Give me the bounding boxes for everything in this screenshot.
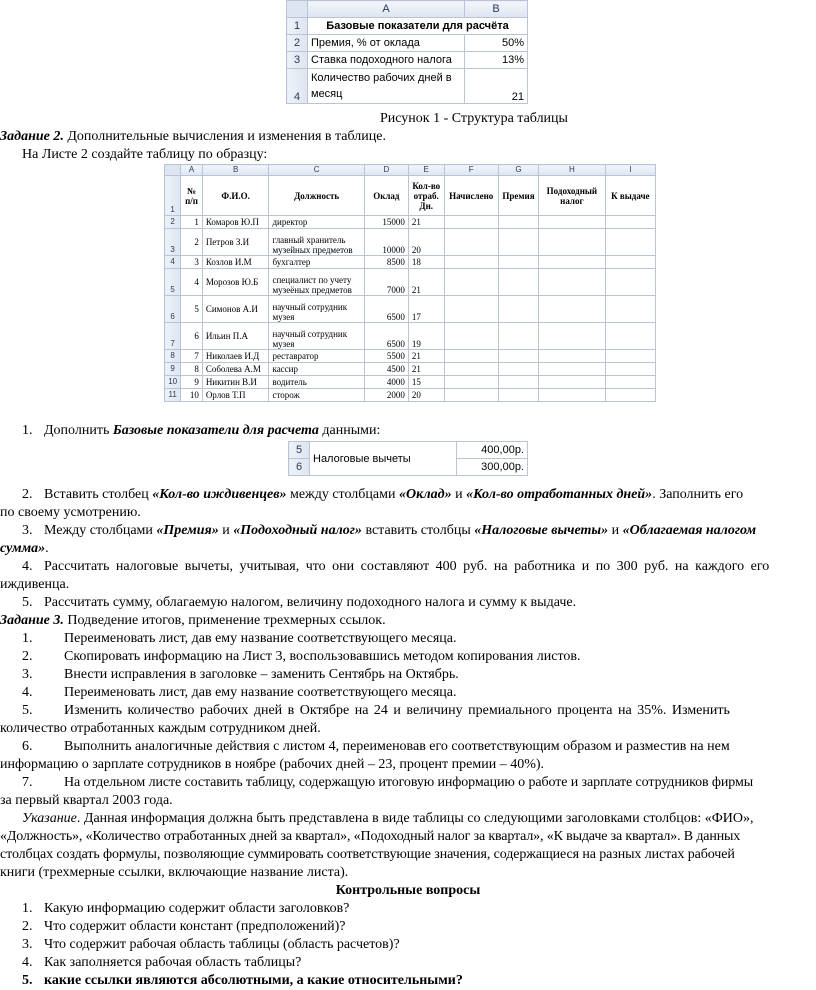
item1-text bbox=[44, 422, 380, 440]
cell-bonus[interactable] bbox=[498, 350, 538, 363]
task3-note-line3: столбцах создать формулы, позволяющие суммировать соответствующие значения, содержащиеся на разных листах рабочей bbox=[0, 847, 735, 862]
cell-tax[interactable] bbox=[539, 229, 606, 256]
row-header[interactable]: 2 bbox=[287, 35, 308, 52]
item1-bold: Базовые показатели для расчета bbox=[112, 423, 319, 438]
item5-text: Рассчитать сумму, облагаемую налогом, величину подоходного налога и сумму к выдаче. bbox=[44, 595, 577, 610]
cell-number[interactable]: 7 bbox=[181, 350, 203, 363]
task3-step3-text: Внести исправления в заголовке – заменить Сентябрь на Октябрь. bbox=[64, 667, 459, 682]
header-days-line2: отраб. bbox=[413, 190, 439, 201]
cell-tax[interactable] bbox=[539, 256, 606, 269]
header-tax-line1: Подоходный bbox=[546, 185, 598, 196]
task3-heading bbox=[0, 612, 816, 630]
column-header-h[interactable]: H bbox=[539, 165, 606, 176]
cell-position-line1: специалист по учету bbox=[272, 275, 352, 285]
column-header-a[interactable]: A bbox=[181, 165, 203, 176]
row-header[interactable]: 11 bbox=[165, 389, 181, 402]
bonus-label-cell[interactable]: Премия, % от оклада bbox=[308, 35, 465, 52]
question-number: 2. bbox=[22, 919, 33, 934]
cell-salary[interactable]: 15000 bbox=[364, 216, 408, 229]
workdays-label-cell[interactable] bbox=[308, 69, 465, 104]
cell-bonus[interactable] bbox=[498, 363, 538, 376]
cell-position-line2: музея bbox=[272, 312, 295, 322]
item2-b2: «Оклад» bbox=[398, 487, 452, 502]
item2-number: 2. bbox=[22, 487, 33, 502]
cell-position-line1: главный хранитель bbox=[272, 235, 346, 245]
cell-days[interactable]: 15 bbox=[408, 376, 444, 389]
item3-line2-bold: сумма» bbox=[0, 541, 46, 556]
task3-step4-number: 4. bbox=[22, 685, 33, 700]
cell-days[interactable]: 21 bbox=[408, 269, 444, 296]
header-tax-cell[interactable] bbox=[539, 176, 606, 216]
task2-heading bbox=[0, 128, 816, 146]
item2-t1: Вставить столбец bbox=[44, 487, 153, 502]
cell-position-line2: музея bbox=[272, 339, 295, 349]
table-row bbox=[165, 256, 656, 269]
cell-accrued[interactable] bbox=[444, 323, 498, 350]
question-number: 1. bbox=[22, 901, 33, 916]
task3-step7-line1: На отдельном листе составить таблицу, содержащую итоговую информацию о работе и зарплате сотрудников фирмы bbox=[64, 775, 754, 790]
cell-number[interactable]: 2 bbox=[181, 229, 203, 256]
row-header[interactable]: 5 bbox=[165, 269, 181, 296]
item3-line2 bbox=[0, 540, 816, 558]
cell-number[interactable]: 8 bbox=[181, 363, 203, 376]
row-header[interactable]: 7 bbox=[165, 323, 181, 350]
item3-line2-rest: . bbox=[45, 541, 49, 556]
cell-accrued[interactable] bbox=[444, 363, 498, 376]
task3-note-line1 bbox=[22, 810, 754, 828]
tax-deductions-table bbox=[288, 441, 528, 476]
header-payout-cell[interactable]: К выдаче bbox=[605, 176, 655, 216]
item2-t2: между столбцами bbox=[286, 487, 399, 502]
cell-accrued[interactable] bbox=[444, 350, 498, 363]
table-row bbox=[165, 216, 656, 229]
cell-position[interactable]: бухгалтер bbox=[269, 256, 364, 269]
cell-tax[interactable] bbox=[539, 323, 606, 350]
row-header[interactable]: 3 bbox=[165, 229, 181, 256]
question-number: 3. bbox=[22, 937, 33, 952]
row-header[interactable]: 8 bbox=[165, 350, 181, 363]
task3-step6-line1: Выполнить аналогичные действия с листом 4, переименовав его соответствующим образом и разместив на нем bbox=[64, 739, 730, 754]
cell-fio[interactable]: Ильин П.А bbox=[202, 323, 269, 350]
task3-step1-number: 1. bbox=[22, 631, 33, 646]
cell-payout[interactable] bbox=[605, 323, 655, 350]
task3-step3-number: 3. bbox=[22, 667, 33, 682]
header-days-cell[interactable] bbox=[408, 176, 444, 216]
corner-cell[interactable] bbox=[165, 165, 181, 176]
cell-days[interactable]: 21 bbox=[408, 216, 444, 229]
item3-number: 3. bbox=[22, 523, 33, 538]
question-text: Что содержит рабочая область таблицы (область расчетов)? bbox=[44, 937, 400, 952]
cell-fio[interactable]: Соболева А.М bbox=[202, 363, 269, 376]
task3-step6-number: 6. bbox=[22, 739, 33, 754]
item3-b1: «Премия» bbox=[156, 523, 219, 538]
item3-line1 bbox=[44, 522, 756, 540]
cell-accrued[interactable] bbox=[444, 389, 498, 402]
question-text: какие ссылки являются абсолютными, а какие относительными? bbox=[44, 973, 463, 988]
task3-step7-line2: за первый квартал 2003 года. bbox=[0, 793, 173, 808]
column-header-g[interactable]: G bbox=[498, 165, 538, 176]
item4-number: 4. bbox=[22, 559, 33, 574]
column-header-b[interactable]: B bbox=[465, 1, 528, 18]
cell-payout[interactable] bbox=[605, 363, 655, 376]
item4-line2: иждивенца. bbox=[0, 577, 70, 592]
item2-line1 bbox=[44, 486, 743, 504]
cell-tax[interactable] bbox=[539, 350, 606, 363]
table-row bbox=[165, 350, 656, 363]
column-header-f[interactable]: F bbox=[444, 165, 498, 176]
header-position-cell[interactable]: Должность bbox=[269, 176, 364, 216]
task3-step5-line1: Изменить количество рабочих дней в Октябре на 24 и величину премиального процента на 35%. Изменить bbox=[64, 703, 730, 718]
task3-step4-text: Переименовать лист, дав ему название соответствующего месяца. bbox=[64, 685, 457, 700]
task3-step6-line2: информацию о зарплате сотрудников в ноябре (рабочих дней – 23, процент премии – 40%). bbox=[0, 757, 545, 772]
task3-step2-number: 2. bbox=[22, 649, 33, 664]
base-indicators-title-cell[interactable]: Базовые показатели для расчёта bbox=[308, 18, 528, 35]
question-text: Какую информацию содержит области заголовков? bbox=[44, 901, 350, 916]
column-header-a[interactable]: A bbox=[308, 1, 465, 18]
cell-accrued[interactable] bbox=[444, 296, 498, 323]
task3-title-rest: Подведение итогов, применение трехмерных ссылок. bbox=[63, 613, 386, 628]
base-indicators-table bbox=[286, 0, 528, 104]
cell-salary[interactable]: 4000 bbox=[364, 376, 408, 389]
cell-fio[interactable]: Орлов Т.П bbox=[202, 389, 269, 402]
cell-payout[interactable] bbox=[605, 216, 655, 229]
header-days-line3: Дн. bbox=[419, 200, 434, 211]
row-header[interactable]: 1 bbox=[287, 18, 308, 35]
cell-fio[interactable]: Морозов Ю.Б bbox=[202, 269, 269, 296]
bonus-value-cell[interactable]: 50% bbox=[465, 35, 528, 52]
figure-caption: Рисунок 1 - Структура таблицы bbox=[380, 111, 568, 126]
item3-b2: «Подоходный налог» bbox=[233, 523, 362, 538]
task3-step7-number: 7. bbox=[22, 775, 33, 790]
header-bonus-cell[interactable]: Премия bbox=[498, 176, 538, 216]
question-text: Как заполняется рабочая область таблицы? bbox=[44, 955, 302, 970]
cell-position[interactable]: сторож bbox=[269, 389, 364, 402]
cell-accrued[interactable] bbox=[444, 256, 498, 269]
cell-position-line2: музеёных предметов bbox=[272, 285, 352, 295]
cell-salary[interactable]: 5500 bbox=[364, 350, 408, 363]
cell-fio[interactable]: Петров З.И bbox=[202, 229, 269, 256]
row-header[interactable]: 5 bbox=[289, 442, 310, 459]
cell-payout[interactable] bbox=[605, 269, 655, 296]
item3-b4: «Облагаемая налогом bbox=[622, 523, 757, 538]
workdays-label-line1: Количество рабочих дней в bbox=[311, 72, 452, 84]
item3-b3: «Налоговые вычеты» bbox=[474, 523, 609, 538]
cell-accrued[interactable] bbox=[444, 376, 498, 389]
item3-t1: Между столбцами bbox=[44, 523, 157, 538]
workdays-value-cell[interactable]: 21 bbox=[465, 69, 528, 104]
column-header-e[interactable]: E bbox=[408, 165, 444, 176]
row-header[interactable]: 10 bbox=[165, 376, 181, 389]
cell-position[interactable] bbox=[269, 296, 364, 323]
cell-days[interactable]: 21 bbox=[408, 363, 444, 376]
cell-position[interactable]: реставратор bbox=[269, 350, 364, 363]
cell-fio[interactable]: Симонов А.И bbox=[202, 296, 269, 323]
cell-bonus[interactable] bbox=[498, 376, 538, 389]
row-header[interactable]: 2 bbox=[165, 216, 181, 229]
cell-bonus[interactable] bbox=[498, 269, 538, 296]
task2-title: Задание 2. bbox=[0, 129, 64, 144]
header-fio-cell[interactable]: Ф.И.О. bbox=[202, 176, 269, 216]
task3-step5-number: 5. bbox=[22, 703, 33, 718]
cell-salary[interactable]: 2000 bbox=[364, 389, 408, 402]
item2-b1: «Кол-во иждивенцев» bbox=[152, 487, 287, 502]
cell-number[interactable]: 6 bbox=[181, 323, 203, 350]
tax-deduction-worker-cell[interactable]: 400,00р. bbox=[457, 442, 528, 459]
table-row bbox=[165, 389, 656, 402]
header-num-line1: № bbox=[187, 185, 197, 196]
table-row bbox=[165, 363, 656, 376]
cell-position[interactable] bbox=[269, 229, 364, 256]
header-tax-line2: налог bbox=[560, 195, 584, 206]
row-header[interactable]: 4 bbox=[287, 69, 308, 104]
corner-cell[interactable] bbox=[287, 1, 308, 18]
header-num-line2: п/п bbox=[185, 195, 198, 206]
cell-position[interactable] bbox=[269, 269, 364, 296]
questions-title: Контрольные вопросы bbox=[335, 883, 481, 898]
cell-bonus[interactable] bbox=[498, 229, 538, 256]
cell-days[interactable]: 20 bbox=[408, 229, 444, 256]
tax-deductions-label-cell[interactable]: Налоговые вычеты bbox=[310, 442, 457, 476]
cell-days[interactable]: 17 bbox=[408, 296, 444, 323]
task3-step1-text: Переименовать лист, дав ему название соответствующего месяца. bbox=[64, 631, 457, 646]
cell-salary[interactable]: 6500 bbox=[364, 296, 408, 323]
item3-t4: и bbox=[608, 523, 623, 538]
cell-bonus[interactable] bbox=[498, 296, 538, 323]
row-header[interactable]: 9 bbox=[165, 363, 181, 376]
cell-days[interactable]: 21 bbox=[408, 350, 444, 363]
cell-position-line1: научный сотрудник bbox=[272, 302, 348, 312]
cell-bonus[interactable] bbox=[498, 389, 538, 402]
cell-tax[interactable] bbox=[539, 389, 606, 402]
tax-rate-value-cell[interactable]: 13% bbox=[465, 52, 528, 69]
cell-accrued[interactable] bbox=[444, 269, 498, 296]
item3-t2: и bbox=[218, 523, 234, 538]
cell-position-line2: музейных предметов bbox=[272, 245, 353, 255]
cell-salary[interactable]: 10000 bbox=[364, 229, 408, 256]
cell-tax[interactable] bbox=[539, 363, 606, 376]
cell-position[interactable]: кассир bbox=[269, 363, 364, 376]
row-header[interactable]: 3 bbox=[287, 52, 308, 69]
task3-note-line1-text: . Данная информация должна быть представлена в виде таблицы со следующими заголовками столбцов: «ФИО», bbox=[76, 811, 754, 826]
table-row bbox=[165, 376, 656, 389]
cell-number[interactable]: 9 bbox=[181, 376, 203, 389]
cell-payout[interactable] bbox=[605, 389, 655, 402]
header-days-line1: Кол-во bbox=[412, 180, 441, 191]
cell-fio[interactable]: Козлов И.М bbox=[202, 256, 269, 269]
cell-days[interactable]: 19 bbox=[408, 323, 444, 350]
cell-position[interactable]: водитель bbox=[269, 376, 364, 389]
table-row bbox=[165, 229, 656, 256]
column-header-b[interactable]: B bbox=[202, 165, 269, 176]
table-row bbox=[165, 323, 656, 350]
cell-fio[interactable]: Никитин В.И bbox=[202, 376, 269, 389]
row-header[interactable]: 6 bbox=[289, 459, 310, 476]
item1-pre: Дополнить bbox=[44, 423, 113, 438]
task3-step5-line2: количество отработанных каждым сотрудником дней. bbox=[0, 721, 321, 736]
cell-payout[interactable] bbox=[605, 296, 655, 323]
task3-note-line4: книги (трехмерные ссылки, включающие название листа). bbox=[0, 865, 349, 880]
item1-number: 1. bbox=[22, 423, 33, 438]
cell-days[interactable]: 18 bbox=[408, 256, 444, 269]
item1-post: данными: bbox=[318, 423, 381, 438]
row-header[interactable]: 4 bbox=[165, 256, 181, 269]
question-text: Что содержит области констант (предположений)? bbox=[44, 919, 346, 934]
task3-step2-text: Скопировать информацию на Лист 3, воспользовавшись методом копирования листов. bbox=[64, 649, 581, 664]
task3-title: Задание 3. bbox=[0, 613, 64, 628]
item5-number: 5. bbox=[22, 595, 33, 610]
cell-salary[interactable]: 6500 bbox=[364, 323, 408, 350]
tax-rate-label-cell[interactable]: Ставка подоходного налога bbox=[308, 52, 465, 69]
cell-tax[interactable] bbox=[539, 376, 606, 389]
cell-bonus[interactable] bbox=[498, 256, 538, 269]
header-accrued-cell[interactable]: Начислено bbox=[444, 176, 498, 216]
row-header[interactable]: 1 bbox=[165, 176, 181, 216]
cell-tax[interactable] bbox=[539, 296, 606, 323]
cell-salary[interactable]: 7000 bbox=[364, 269, 408, 296]
cell-position-line1: научный сотрудник bbox=[272, 329, 348, 339]
cell-bonus[interactable] bbox=[498, 216, 538, 229]
item3-t3: вставить столбцы bbox=[361, 523, 475, 538]
cell-salary[interactable]: 8500 bbox=[364, 256, 408, 269]
column-header-d[interactable]: D bbox=[364, 165, 408, 176]
task3-note-label: Указание bbox=[22, 811, 77, 826]
cell-fio[interactable]: Николаев И.Д bbox=[202, 350, 269, 363]
table-row bbox=[165, 269, 656, 296]
cell-number[interactable]: 5 bbox=[181, 296, 203, 323]
item2-b3: «Кол-во отработанных дней» bbox=[466, 487, 653, 502]
task3-note-line2: «Должность», «Количество отработанных дней за квартал», «Подоходный налог за квартал», «К выдаче за квартал». В данных bbox=[0, 829, 741, 844]
workdays-label-line2: месяц bbox=[311, 88, 343, 100]
question-number: 5. bbox=[22, 973, 33, 988]
cell-number[interactable]: 3 bbox=[181, 256, 203, 269]
header-num-cell[interactable] bbox=[181, 176, 203, 216]
cell-payout[interactable] bbox=[605, 256, 655, 269]
cell-days[interactable]: 20 bbox=[408, 389, 444, 402]
header-salary-cell[interactable]: Оклад bbox=[364, 176, 408, 216]
cell-number[interactable]: 4 bbox=[181, 269, 203, 296]
cell-payout[interactable] bbox=[605, 350, 655, 363]
cell-accrued[interactable] bbox=[444, 229, 498, 256]
item2-t4: . Заполнить его bbox=[652, 487, 744, 502]
item2-line2: по своему усмотрению. bbox=[0, 505, 141, 520]
item4-line1: Рассчитать налоговые вычеты, учитывая, что они составляют 400 руб. на работника и по 300 руб. на каждого его bbox=[44, 559, 770, 574]
cell-position[interactable] bbox=[269, 323, 364, 350]
cell-number[interactable]: 10 bbox=[181, 389, 203, 402]
column-header-c[interactable]: C bbox=[269, 165, 364, 176]
tax-deduction-dependent-cell[interactable]: 300,00р. bbox=[457, 459, 528, 476]
cell-bonus[interactable] bbox=[498, 323, 538, 350]
cell-payout[interactable] bbox=[605, 229, 655, 256]
cell-number[interactable]: 1 bbox=[181, 216, 203, 229]
cell-tax[interactable] bbox=[539, 269, 606, 296]
cell-position[interactable]: директор bbox=[269, 216, 364, 229]
staff-table bbox=[164, 164, 656, 402]
question-number: 4. bbox=[22, 955, 33, 970]
cell-fio[interactable]: Комаров Ю.П bbox=[202, 216, 269, 229]
cell-accrued[interactable] bbox=[444, 216, 498, 229]
task2-intro: На Листе 2 создайте таблицу по образцу: bbox=[22, 147, 268, 162]
item2-t3: и bbox=[451, 487, 467, 502]
column-header-i[interactable]: I bbox=[605, 165, 655, 176]
cell-payout[interactable] bbox=[605, 376, 655, 389]
cell-salary[interactable]: 4500 bbox=[364, 363, 408, 376]
table-row bbox=[165, 296, 656, 323]
row-header[interactable]: 6 bbox=[165, 296, 181, 323]
cell-tax[interactable] bbox=[539, 216, 606, 229]
task2-title-rest: Дополнительные вычисления и изменения в таблице. bbox=[63, 129, 386, 144]
